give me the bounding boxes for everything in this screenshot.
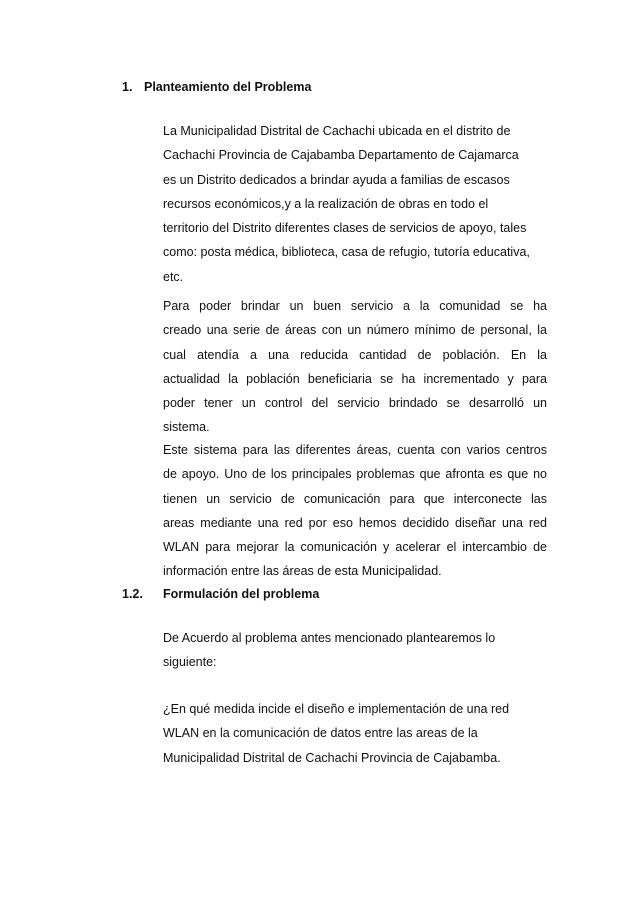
text-line: Cachachi Provincia de Cajabamba Departamento de Cajamarca	[163, 148, 519, 163]
section-title: Formulación del problema	[163, 587, 320, 601]
paragraph-research-question	[163, 697, 547, 770]
section-heading-formulacion	[122, 586, 319, 602]
text-line: cual atendía a una reducida cantidad de población. En la	[163, 347, 547, 362]
text-line: areas mediante una red por eso hemos decidido diseñar una red	[163, 515, 547, 530]
text-line: de apoyo. Uno de los principales problemas que afronta es que no	[163, 467, 547, 482]
text-line: La Municipalidad Distrital de Cachachi ubicada en el distrito de	[163, 124, 511, 138]
text-line: Municipalidad Distrital de Cachachi Provincia de Cajabamba.	[163, 750, 501, 765]
text-line: recursos económicos,y a la realización de obras en todo el	[163, 196, 489, 211]
text-line: Para poder brindar un buen servicio a la comunidad se ha	[163, 299, 547, 313]
paragraph-intro-question	[163, 626, 547, 675]
text-line: WLAN para mejorar la comunicación y acelerar el intercambio de	[163, 540, 547, 555]
text-line: poder tener un control del servicio brindado se desarrolló un	[163, 396, 547, 411]
text-line: actualidad la población beneficiaria se ha incrementado y para	[163, 371, 547, 386]
text-line: tienen un servicio de comunicación para que interconecte las	[163, 491, 547, 506]
text-line: información entre las áreas de esta Municipalidad.	[163, 564, 442, 579]
section-heading-planteamiento	[122, 79, 311, 95]
text-line: sistema.	[163, 420, 210, 435]
text-line: es un Distrito dedicados a brindar ayuda a familias de escasos	[163, 172, 510, 187]
text-line: siguiente:	[163, 655, 217, 670]
text-line: ¿En qué medida incide el diseño e implementación de una red	[163, 702, 510, 716]
paragraph-service-areas	[163, 294, 547, 440]
paragraph-wlan-proposal	[163, 438, 547, 584]
text-line: De Acuerdo al problema antes mencionado plantearemos lo	[163, 631, 496, 645]
text-line: Este sistema para las diferentes áreas, cuenta con varios centros	[163, 443, 547, 457]
section-title: Planteamiento del Problema	[144, 80, 312, 94]
paragraph-municipality-description	[163, 119, 547, 289]
text-line: territorio del Distrito diferentes clases de servicios de apoyo, tales	[163, 221, 527, 236]
text-line: creado una serie de áreas con un número mínimo de personal, la	[163, 323, 547, 338]
section-number: 1.2.	[122, 587, 143, 601]
section-number: 1.	[122, 80, 133, 94]
text-line: etc.	[163, 269, 184, 284]
text-line: WLAN en la comunicación de datos entre las areas de la	[163, 726, 478, 741]
text-line: como: posta médica, biblioteca, casa de refugio, tutoría educativa,	[163, 245, 530, 260]
